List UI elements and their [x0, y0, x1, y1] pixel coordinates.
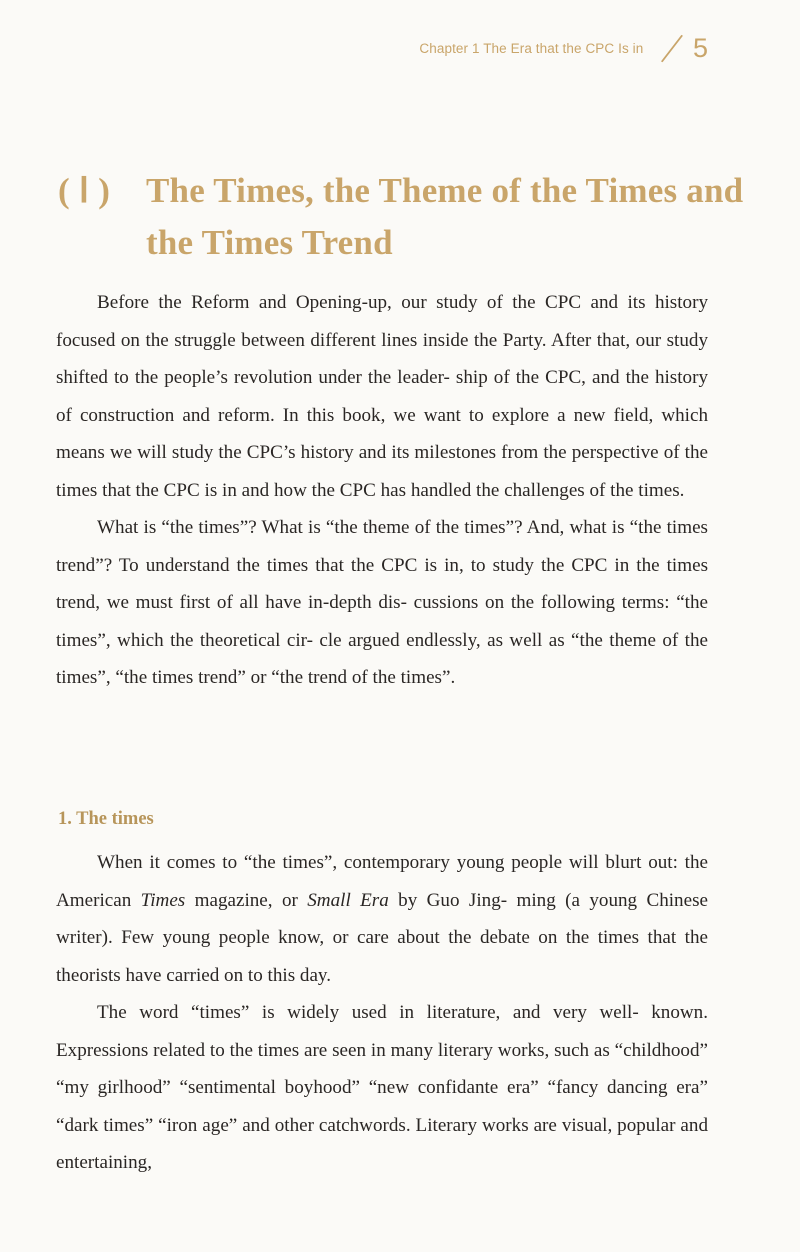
text-run: When it comes to “the times”, contemporary young people will blurt out: the American — [56, 852, 708, 911]
paragraph — [56, 844, 708, 994]
subsection-body — [56, 844, 708, 1182]
section-title: The Times, the Theme of the Times and the Times Trend — [146, 171, 744, 263]
paragraph: Before the Reform and Opening-up, our study of the CPC and its history focused on the struggle between different lines inside the Party. After that, our study shifted to the people’s revolution under the leader- ship of the CPC, and the history of construction and reform. In this book, we want to explore a new field, which means we will study the CPC’s history and its milestones from the perspective of the times that the CPC is in and how the CPC has handled the challenges of the times. — [56, 292, 708, 501]
body-text — [56, 284, 708, 697]
book-title: Small Era — [307, 889, 389, 911]
section-numeral: ( Ⅰ ) — [58, 171, 111, 211]
paragraph: What is “the times”? What is “the theme of the times”? And, what is “the times trend”? To understand the times that the CPC is in, to study the CPC in the times trend, we must first of all have in-depth dis- cussions on the following terms: “the times”, which the theoretical cir- cle argued endlessly, as well as “the theme of the times”, “the times trend” or “the trend of the times”. — [56, 517, 708, 688]
header-divider — [661, 35, 683, 62]
subsection-heading: 1. The times — [58, 809, 154, 829]
section-heading — [58, 165, 748, 269]
running-head — [419, 34, 708, 63]
chapter-label: Chapter 1 The Era that the CPC Is in — [419, 41, 644, 56]
magazine-title: Times — [140, 889, 186, 911]
text-run: magazine, or — [185, 889, 308, 911]
page-number: 5 — [692, 33, 708, 63]
text-run: by Guo Jing- ming (a young Chinese writer). Few young people know, or care about the debate on the times that the theorists have carried on to this day. — [56, 889, 708, 986]
paragraph: The word “times” is widely used in literature, and very well- known. Expressions related to the times are seen in many literary works, such as “childhood” “my girlhood” “sentimental boyhood” “new confidante era” “fancy dancing era” “dark times” “iron age” and other catchwords. Literary works are visual, popular and entertaining, — [56, 1002, 708, 1173]
